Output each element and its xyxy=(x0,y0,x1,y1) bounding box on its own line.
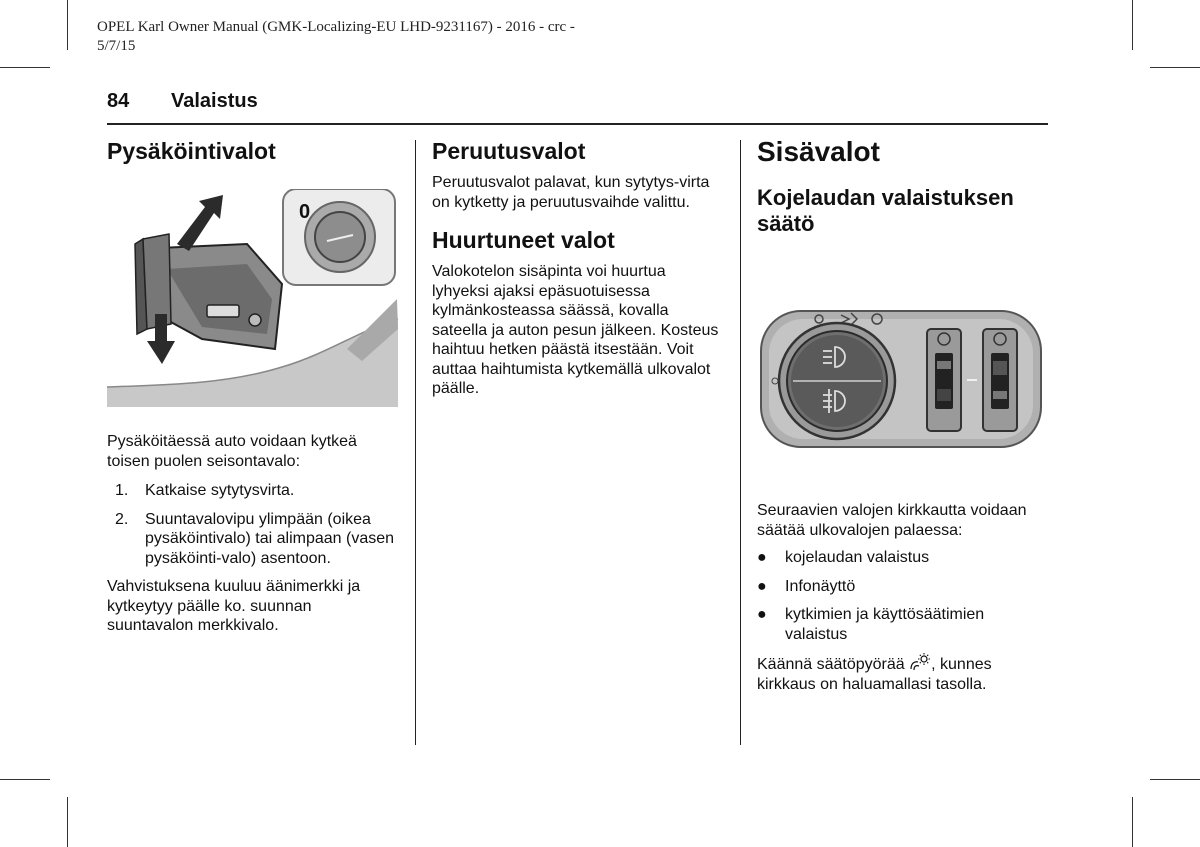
bullet-icon: ● xyxy=(757,577,767,595)
column-divider xyxy=(740,140,741,745)
step-number: 1. xyxy=(115,482,129,499)
list-item xyxy=(757,605,1049,644)
crop-mark xyxy=(0,67,50,68)
section-heading: Pysäköintivalot xyxy=(107,138,276,164)
light-switch-panel-illustration xyxy=(757,289,1048,474)
bullet-text: kytkimien ja käyttösäätimien valaistus xyxy=(785,606,985,643)
section-paragraph: Peruutusvalot palavat, kun sytytys-virta on kytketty ja peruutusvaihde valittu. xyxy=(432,174,710,211)
crop-mark xyxy=(67,0,68,50)
page-title: Valaistus xyxy=(171,90,258,112)
page-header xyxy=(107,90,258,113)
section-paragraph: Valokotelon sisäpinta voi huurtua lyhyeksi ajaksi epäsuotuisessa kylmänkosteassa säässä, kovalla sateella ja auton pesun jälkeen. Kosteus haihtuu hetken päästä itsestään. Voit auttaa haihtumista kytkemällä ulkovalot päälle. xyxy=(432,263,719,397)
intro-paragraph: Pysäköitäessä auto voidaan kytkeä toisen puolen seisontavalo: xyxy=(107,433,357,470)
crop-mark xyxy=(1150,67,1200,68)
column-reversing-lights xyxy=(432,134,722,399)
outro-text-start: Käännä säätöpyörää xyxy=(757,656,905,673)
bullet-icon: ● xyxy=(757,549,767,566)
bullet-list xyxy=(757,548,1049,644)
list-item xyxy=(757,548,1049,568)
list-item xyxy=(107,510,402,569)
position-label: 0 xyxy=(299,201,311,223)
column-interior-lights xyxy=(757,134,1049,694)
intro-paragraph: Seuraavien valojen kirkkautta voidaan säätää ulkovalojen palaessa: xyxy=(757,502,1027,539)
steps-list xyxy=(107,481,402,568)
outro-text-end: , kunnes kirkkaus on haluamallasi tasolla. xyxy=(757,656,992,693)
chapter-heading: Sisävalot xyxy=(757,136,880,167)
crop-mark xyxy=(1150,779,1200,780)
step-text: Suuntavalovipu ylimpään (oikea pysäköintivalo) tai alimpaan (vasen pysäköinti-valo) asentoon. xyxy=(145,510,395,567)
print-metadata xyxy=(97,18,617,56)
section-heading: Huurtuneet valot xyxy=(432,227,615,253)
bullet-text: kojelaudan valaistus xyxy=(785,549,930,566)
crop-mark xyxy=(0,779,50,780)
page-number: 84 xyxy=(107,90,130,112)
outro-paragraph xyxy=(757,653,1049,694)
section-heading: Kojelaudan valaistuksen säätö xyxy=(757,185,1014,236)
print-metadata-date: 5/7/15 xyxy=(97,38,136,54)
list-item xyxy=(757,577,1049,597)
section-heading: Peruutusvalot xyxy=(432,138,586,164)
bullet-icon: ● xyxy=(757,606,767,623)
crop-mark xyxy=(67,797,68,847)
crop-mark xyxy=(1132,0,1133,50)
bullet-text: Infonäyttö xyxy=(785,577,856,595)
crop-mark xyxy=(1132,797,1133,847)
print-metadata-line: OPEL Karl Owner Manual (GMK-Localizing-EU LHD-9231167) - 2016 - crc - xyxy=(97,19,575,35)
turn-signal-lever-illustration xyxy=(107,189,398,407)
step-number: 2. xyxy=(115,510,129,528)
list-item xyxy=(107,481,402,501)
column-divider xyxy=(415,140,416,745)
brightness-dial-icon xyxy=(909,653,931,671)
header-rule xyxy=(107,123,1048,125)
step-text: Katkaise sytytysvirta. xyxy=(145,482,295,499)
outro-paragraph: Vahvistuksena kuuluu äänimerkki ja kytkeytyy päälle ko. suunnan suuntavalon merkkivalo. xyxy=(107,578,361,634)
column-parking-lights xyxy=(107,134,402,636)
